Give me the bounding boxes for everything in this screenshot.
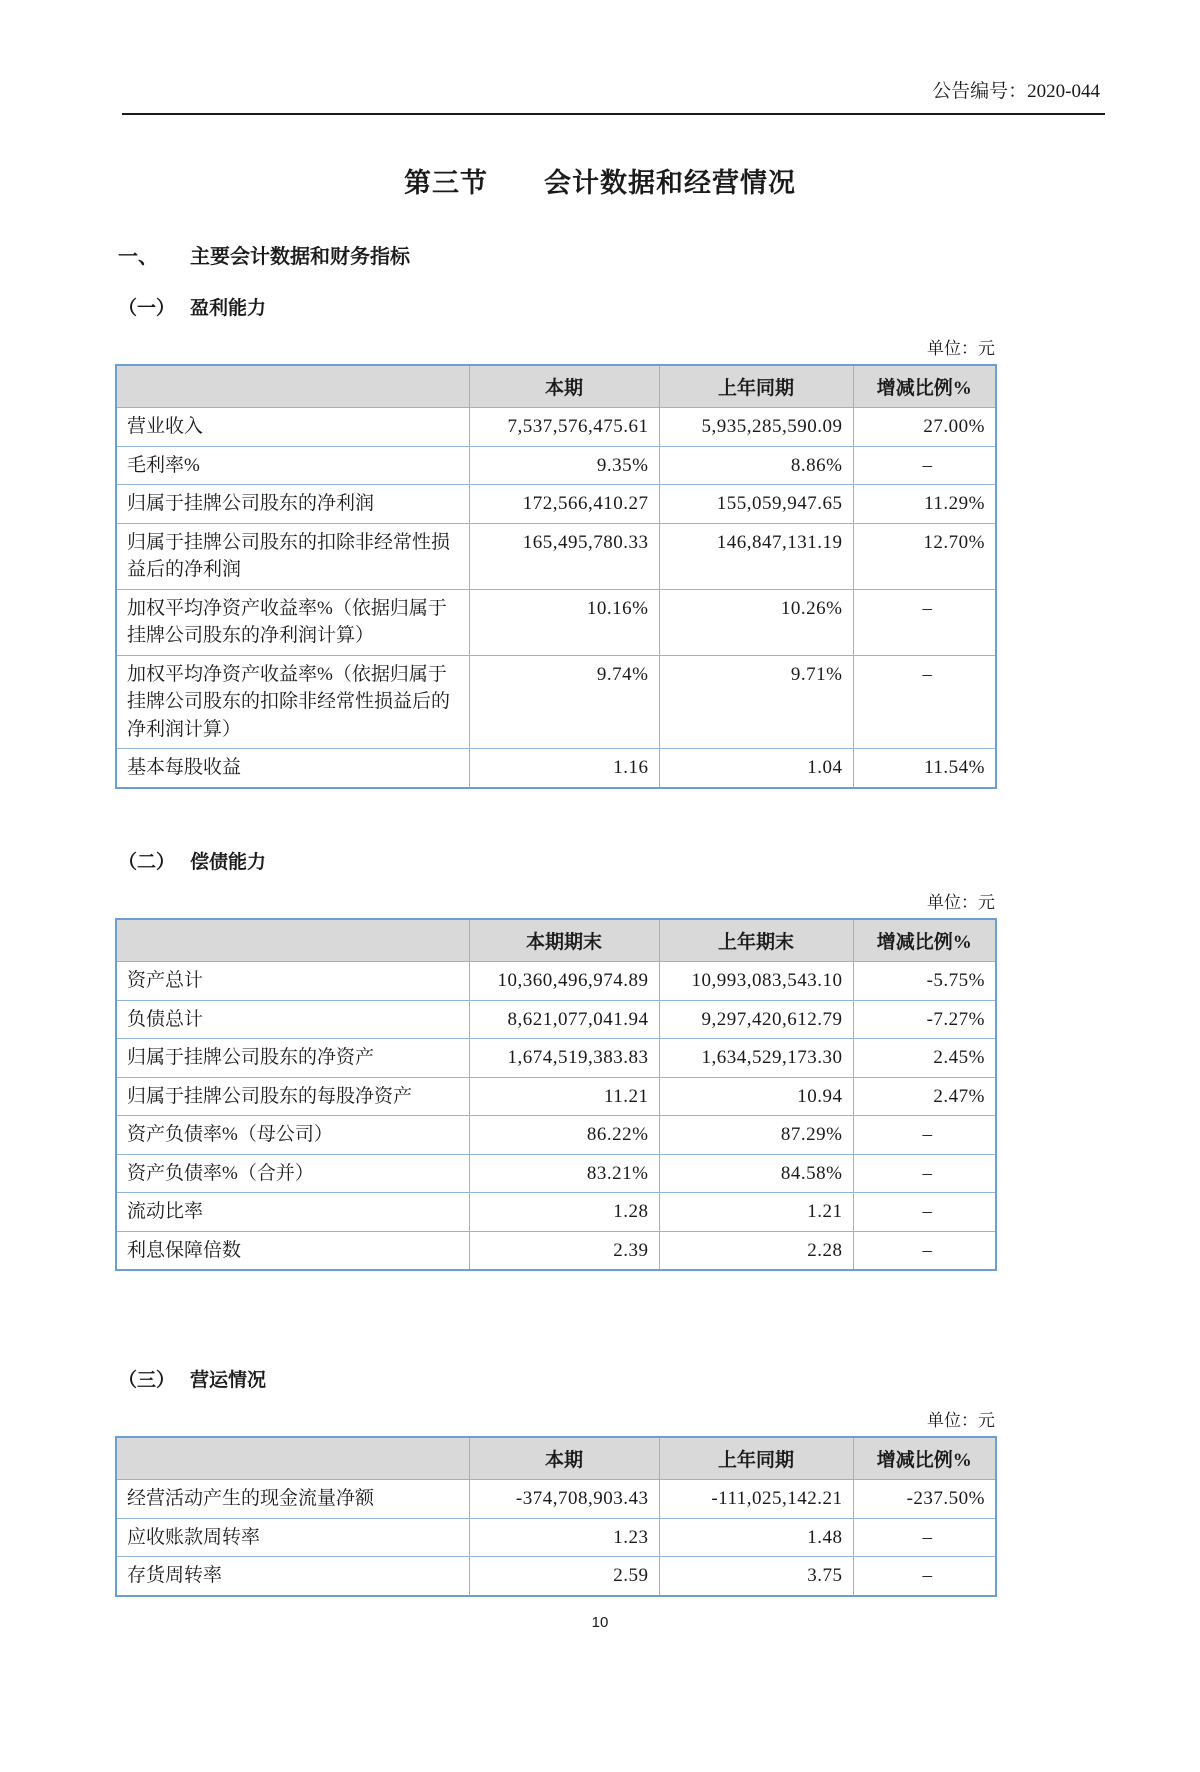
subsection-label: 营运情况 (190, 1370, 267, 1392)
solvency-table (115, 918, 997, 1271)
current-value: 165,495,780.33 (469, 523, 659, 589)
subsection-index: （三） (118, 1370, 176, 1392)
current-value: 1.23 (469, 1518, 659, 1557)
row-label: 资产总计 (116, 962, 469, 1001)
header-current: 本期期末 (469, 919, 659, 962)
row-label: 资产负债率%（合并） (116, 1154, 469, 1193)
prior-value: 9,297,420,612.79 (659, 1000, 853, 1039)
current-value: 7,537,576,475.61 (469, 408, 659, 447)
header-blank (116, 1437, 469, 1480)
change-value: – (853, 446, 996, 485)
prior-value: 8.86% (659, 446, 853, 485)
current-value: 2.39 (469, 1231, 659, 1270)
table-row (116, 1480, 996, 1519)
current-value: 1.16 (469, 749, 659, 788)
subsection-index: （二） (118, 852, 176, 874)
change-value: – (853, 655, 996, 749)
header-current: 本期 (469, 1437, 659, 1480)
subsection-heading-profitability (118, 293, 1200, 320)
prior-value: 1.21 (659, 1193, 853, 1232)
unit-label: 单位：元 (927, 339, 995, 358)
section-heading-main (118, 240, 1200, 269)
row-label: 流动比率 (116, 1193, 469, 1232)
change-value: – (853, 1518, 996, 1557)
subsection-label: 盈利能力 (190, 298, 267, 319)
profitability-table (115, 364, 997, 789)
row-label: 利息保障倍数 (116, 1231, 469, 1270)
prior-value: 10.26% (659, 589, 853, 655)
table-header-row (116, 1437, 996, 1480)
change-value: 2.47% (853, 1077, 996, 1116)
row-label: 营业收入 (116, 408, 469, 447)
subsection-index: （一） (118, 298, 176, 319)
table-row (116, 655, 996, 749)
row-label: 资产负债率%（母公司） (116, 1116, 469, 1155)
change-value: – (853, 1557, 996, 1596)
table-row (116, 523, 996, 589)
change-value: 11.29% (853, 485, 996, 524)
header-prior: 上年同期 (659, 365, 853, 408)
header-change: 增减比例% (853, 365, 996, 408)
prior-value: 5,935,285,590.09 (659, 408, 853, 447)
change-value: -237.50% (853, 1480, 996, 1519)
header-change: 增减比例% (853, 919, 996, 962)
change-value: -5.75% (853, 962, 996, 1001)
row-label: 归属于挂牌公司股东的扣除非经常性损益后的净利润 (116, 523, 469, 589)
row-label: 归属于挂牌公司股东的净利润 (116, 485, 469, 524)
table-row (116, 1077, 996, 1116)
prior-value: 10,993,083,543.10 (659, 962, 853, 1001)
row-label: 归属于挂牌公司股东的每股净资产 (116, 1077, 469, 1116)
current-value: 9.35% (469, 446, 659, 485)
table-row (116, 1231, 996, 1270)
unit-label: 单位：元 (927, 1411, 995, 1431)
prior-value: 87.29% (659, 1116, 853, 1155)
table-row (116, 1518, 996, 1557)
table-header-row (116, 365, 996, 408)
table-row (116, 1154, 996, 1193)
current-value: 9.74% (469, 655, 659, 749)
row-label: 加权平均净资产收益率%（依据归属于挂牌公司股东的净利润计算） (116, 589, 469, 655)
change-value: 2.45% (853, 1039, 996, 1078)
row-label: 归属于挂牌公司股东的净资产 (116, 1039, 469, 1078)
row-label: 存货周转率 (116, 1557, 469, 1596)
current-value: 1.28 (469, 1193, 659, 1232)
prior-value: 1.48 (659, 1518, 853, 1557)
header-change: 增减比例% (853, 1437, 996, 1480)
change-value: 11.54% (853, 749, 996, 788)
table-row (116, 1116, 996, 1155)
page-number: 10 (591, 1614, 609, 1631)
table-row (116, 1039, 996, 1078)
change-value: – (853, 1116, 996, 1155)
change-value: – (853, 589, 996, 655)
operations-table (115, 1436, 997, 1597)
header-current: 本期 (469, 365, 659, 408)
row-label: 负债总计 (116, 1000, 469, 1039)
row-label: 加权平均净资产收益率%（依据归属于挂牌公司股东的扣除非经常性损益后的净利润计算） (116, 655, 469, 749)
header-prior: 上年期末 (659, 919, 853, 962)
current-value: 83.21% (469, 1154, 659, 1193)
table-row (116, 589, 996, 655)
header-prior: 上年同期 (659, 1437, 853, 1480)
table-row (116, 1193, 996, 1232)
current-value: -374,708,903.43 (469, 1480, 659, 1519)
header-blank (116, 365, 469, 408)
subsection-heading-solvency (118, 847, 1200, 874)
section-label: 主要会计数据和财务指标 (190, 246, 410, 268)
prior-value: 1.04 (659, 749, 853, 788)
change-value: 27.00% (853, 408, 996, 447)
header-rule (122, 113, 1105, 115)
current-value: 10,360,496,974.89 (469, 962, 659, 1001)
doc-number: 公告编号：2020-044 (932, 81, 1100, 102)
section-index: 一、 (118, 246, 158, 268)
subsection-heading-operations (118, 1365, 1200, 1392)
table-row (116, 485, 996, 524)
subsection-label: 偿债能力 (190, 852, 267, 874)
prior-value: 2.28 (659, 1231, 853, 1270)
table-row (116, 962, 996, 1001)
table-row (116, 749, 996, 788)
current-value: 172,566,410.27 (469, 485, 659, 524)
table-row (116, 1557, 996, 1596)
change-value: – (853, 1193, 996, 1232)
table-row (116, 446, 996, 485)
current-value: 10.16% (469, 589, 659, 655)
table-header-row (116, 919, 996, 962)
prior-value: 9.71% (659, 655, 853, 749)
current-value: 86.22% (469, 1116, 659, 1155)
page-title: 第三节 会计数据和经营情况 (404, 168, 796, 198)
current-value: 2.59 (469, 1557, 659, 1596)
prior-value: 3.75 (659, 1557, 853, 1596)
prior-value: -111,025,142.21 (659, 1480, 853, 1519)
header-blank (116, 919, 469, 962)
change-value: – (853, 1231, 996, 1270)
row-label: 应收账款周转率 (116, 1518, 469, 1557)
change-value: – (853, 1154, 996, 1193)
current-value: 1,674,519,383.83 (469, 1039, 659, 1078)
prior-value: 155,059,947.65 (659, 485, 853, 524)
current-value: 11.21 (469, 1077, 659, 1116)
row-label: 经营活动产生的现金流量净额 (116, 1480, 469, 1519)
unit-label: 单位：元 (927, 893, 995, 913)
row-label: 毛利率% (116, 446, 469, 485)
change-value: 12.70% (853, 523, 996, 589)
table-row (116, 408, 996, 447)
current-value: 8,621,077,041.94 (469, 1000, 659, 1039)
prior-value: 10.94 (659, 1077, 853, 1116)
table-row (116, 1000, 996, 1039)
row-label: 基本每股收益 (116, 749, 469, 788)
prior-value: 84.58% (659, 1154, 853, 1193)
prior-value: 1,634,529,173.30 (659, 1039, 853, 1078)
prior-value: 146,847,131.19 (659, 523, 853, 589)
change-value: -7.27% (853, 1000, 996, 1039)
